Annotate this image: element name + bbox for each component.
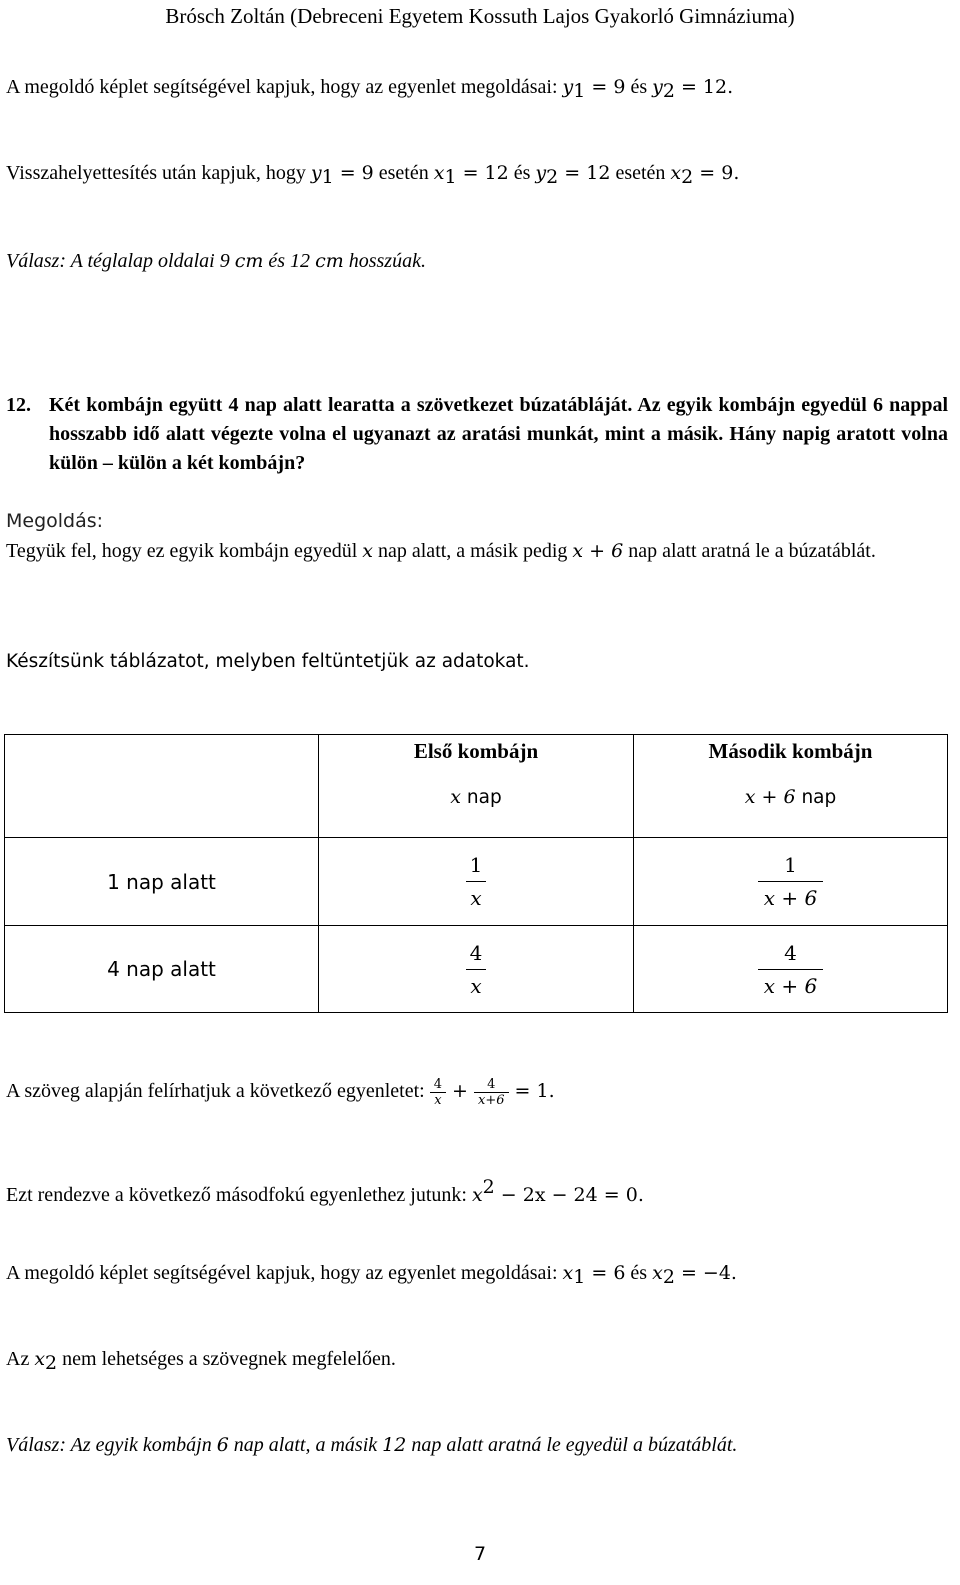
math-value: = 6 <box>585 1262 626 1284</box>
subscript: 1 <box>573 1266 586 1288</box>
text: Ezt rendezve a következő másodfokú egyenlethez jutunk: <box>6 1184 472 1206</box>
unit-cm: cm <box>234 250 264 272</box>
math-x: x <box>34 1348 46 1370</box>
row2-col2 <box>634 926 948 1013</box>
subscript: 1 <box>321 166 334 188</box>
col2-title: Második kombájn <box>708 739 873 763</box>
denominator: x <box>430 1092 446 1108</box>
text: nap alatt aratná le egyedül a búzatáblát. <box>406 1434 738 1456</box>
math-y: y <box>652 76 663 98</box>
col1-sub <box>319 786 633 809</box>
col-first-combine <box>319 735 634 838</box>
fraction <box>466 937 487 1002</box>
denominator: x + 6 <box>758 881 823 914</box>
row2-col1 <box>319 926 634 1013</box>
conjunction: és <box>625 1262 653 1284</box>
unit-nap: nap <box>461 787 502 808</box>
fraction <box>758 937 823 1002</box>
row2-label: 4 nap alatt <box>107 957 216 981</box>
page-number: 7 <box>473 1543 487 1565</box>
col2-sub <box>634 786 947 809</box>
denominator: x+6 <box>474 1092 509 1108</box>
numerator: 4 <box>469 940 483 965</box>
math-value: = −4. <box>674 1262 737 1284</box>
final-answer <box>6 1432 737 1458</box>
math-value: = 12. <box>674 76 734 98</box>
row1-col2 <box>634 838 948 926</box>
text: A szöveg alapján felírhatjuk a következő egyenletet: <box>6 1080 430 1102</box>
math-y: y <box>535 162 547 184</box>
math-y: y <box>562 76 574 98</box>
subscript: 1 <box>444 166 457 188</box>
text: Válasz: Az egyik kombájn <box>6 1434 217 1456</box>
fraction <box>466 849 487 914</box>
text: Az <box>6 1348 35 1370</box>
math-value: − 2x − 24 = 0. <box>494 1184 644 1206</box>
text: Visszahelyettesítés után kapjuk, hogy <box>6 162 311 184</box>
text: nap alatt aratná le a búzatáblát. <box>623 540 876 562</box>
text: esetén <box>610 162 671 184</box>
math-value: 12 <box>382 1434 407 1456</box>
fraction <box>474 1077 509 1108</box>
numerator: 4 <box>487 1076 496 1092</box>
math-x: x <box>362 540 373 562</box>
text: nap alatt, a másik pedig <box>373 540 573 562</box>
row-label <box>5 926 319 1013</box>
subscript: 2 <box>681 166 694 188</box>
substitution-line <box>6 160 739 190</box>
denominator: x + 6 <box>758 969 823 1002</box>
solution-label: Megoldás: <box>6 510 104 532</box>
text: esetén <box>373 162 434 184</box>
row1-col1 <box>319 838 634 926</box>
subscript: 2 <box>662 80 675 102</box>
text: hosszúak. <box>343 250 426 272</box>
equation-line-1 <box>6 1074 555 1108</box>
assumption-paragraph <box>6 537 951 566</box>
text: Válasz: A téglalap oldalai 9 <box>6 250 235 272</box>
fraction <box>758 849 823 914</box>
subscript: 2 <box>662 1266 675 1288</box>
text: A megoldó képlet segítségével kapjuk, hogy az egyenlet megoldásai: <box>6 1262 563 1284</box>
text: nem lehetséges a szövegnek megfelelően. <box>57 1348 396 1370</box>
text: Tegyük fel, hogy ez egyik kombájn egyedül <box>6 540 363 562</box>
math-value: 6 <box>216 1434 229 1456</box>
answer-previous <box>6 248 426 274</box>
math-x: x <box>450 786 462 808</box>
math-value: = 1. <box>508 1080 555 1102</box>
equation-line-2 <box>6 1174 644 1208</box>
table-intro: Készítsünk táblázatot, melyben feltüntetjük az adatokat. <box>6 651 530 672</box>
unit-cm: cm <box>315 250 344 272</box>
math-x: x <box>562 1262 574 1284</box>
math-value: = 9. <box>693 162 740 184</box>
col-second-combine <box>634 735 948 838</box>
math-value: = 9 <box>585 76 626 98</box>
numerator: 4 <box>784 940 797 965</box>
table-empty-cell <box>5 735 319 838</box>
col1-title: Első kombájn <box>413 739 539 763</box>
math-value: = 12 <box>558 162 611 184</box>
subscript: 2 <box>546 166 559 188</box>
math-x: x <box>433 162 445 184</box>
line1-text: A megoldó képlet segítségével kapjuk, hogy az egyenlet megoldásai: <box>6 76 558 98</box>
superscript: 2 <box>482 1176 495 1198</box>
math-x-plus-6: x + 6 <box>744 786 796 808</box>
numerator: 1 <box>784 853 797 877</box>
math-x: x <box>471 1184 483 1206</box>
subscript: 2 <box>45 1352 58 1374</box>
text: és 12 <box>263 250 316 272</box>
operator: + <box>446 1080 475 1102</box>
text: és <box>508 162 536 184</box>
denominator: x <box>466 969 487 1002</box>
equation-line-3 <box>6 1260 737 1290</box>
math-value: = 12 <box>456 162 509 184</box>
conjunction: és <box>625 76 653 98</box>
math-value: = 9 <box>333 162 374 184</box>
text: nap alatt, a másik <box>228 1434 383 1456</box>
numerator: 4 <box>433 1076 443 1092</box>
unit-nap: nap <box>795 787 837 808</box>
page-header: Brósch Zoltán (Debreceni Egyetem Kossuth Lajos Gyakorló Gimnáziuma) <box>165 4 795 28</box>
math-x: x <box>652 1262 663 1284</box>
row-label <box>5 838 319 926</box>
math-x-plus-6: x + 6 <box>572 540 624 562</box>
math-y: y <box>310 162 322 184</box>
problem-text: Két kombájn együtt 4 nap alatt learatta a szövetkezet búzatábláját. Az egyik kombájn egyedül 6 nappal hosszabb idő alatt végezte volna el ugyanazt az aratási munkát, mint a másik. Hány napig aratott volna külön – külön a két kombájn? <box>49 394 948 474</box>
data-table <box>4 734 948 1013</box>
problem-number: 12. <box>6 394 31 416</box>
math-x: x <box>670 162 682 184</box>
fraction <box>430 1077 446 1108</box>
row1-label: 1 nap alatt <box>107 869 216 894</box>
subscript: 1 <box>573 80 586 102</box>
denominator: x <box>466 881 487 914</box>
problem-statement <box>6 391 948 478</box>
solution-line-1 <box>6 74 733 104</box>
numerator: 1 <box>469 853 483 877</box>
equation-line-4 <box>6 1346 396 1376</box>
